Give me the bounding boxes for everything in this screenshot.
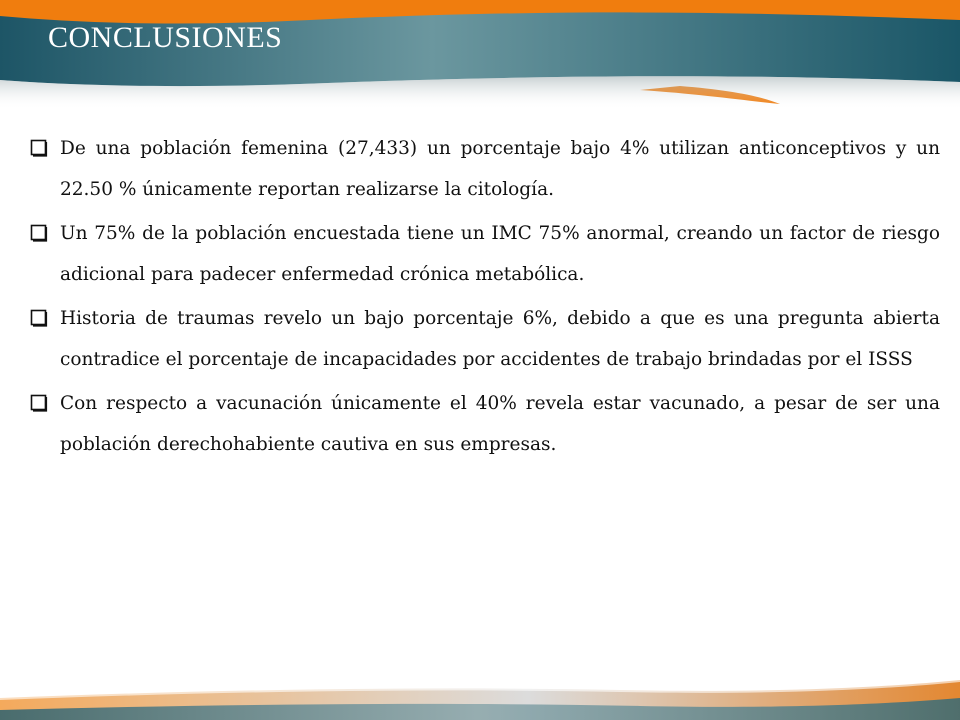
checkbox-square-icon <box>30 214 60 252</box>
list-item <box>30 384 940 465</box>
slide-title: CONCLUSIONES <box>48 21 283 54</box>
bullet-text: Con respecto a vacunación únicamente el 40% revela estar vacunado, a pesar de ser una población derechohabiente cautiva en sus empresas. <box>60 393 940 455</box>
list-item <box>30 129 940 210</box>
conclusions-list <box>30 129 940 469</box>
bullet-text: Un 75% de la población encuestada tiene un IMC 75% anormal, creando un factor de riesgo adicional para padecer enfermedad crónica metabólica. <box>60 223 940 285</box>
footer-banner <box>0 660 960 720</box>
checkbox-square-icon <box>30 384 60 422</box>
checkbox-square-icon <box>30 299 60 337</box>
bullet-text: De una población femenina (27,433) un porcentaje bajo 4% utilizan anticonceptivos y un 22.50 % únicamente reportan realizarse la citología. <box>60 138 940 200</box>
header-banner <box>0 0 960 110</box>
checkbox-square-icon <box>30 129 60 167</box>
bullet-text: Historia de traumas revelo un bajo porcentaje 6%, debido a que es una pregunta abierta contradice el porcentaje de incapacidades por accidentes de trabajo brindadas por el ISSS <box>60 308 940 370</box>
list-item <box>30 214 940 295</box>
list-item <box>30 299 940 380</box>
